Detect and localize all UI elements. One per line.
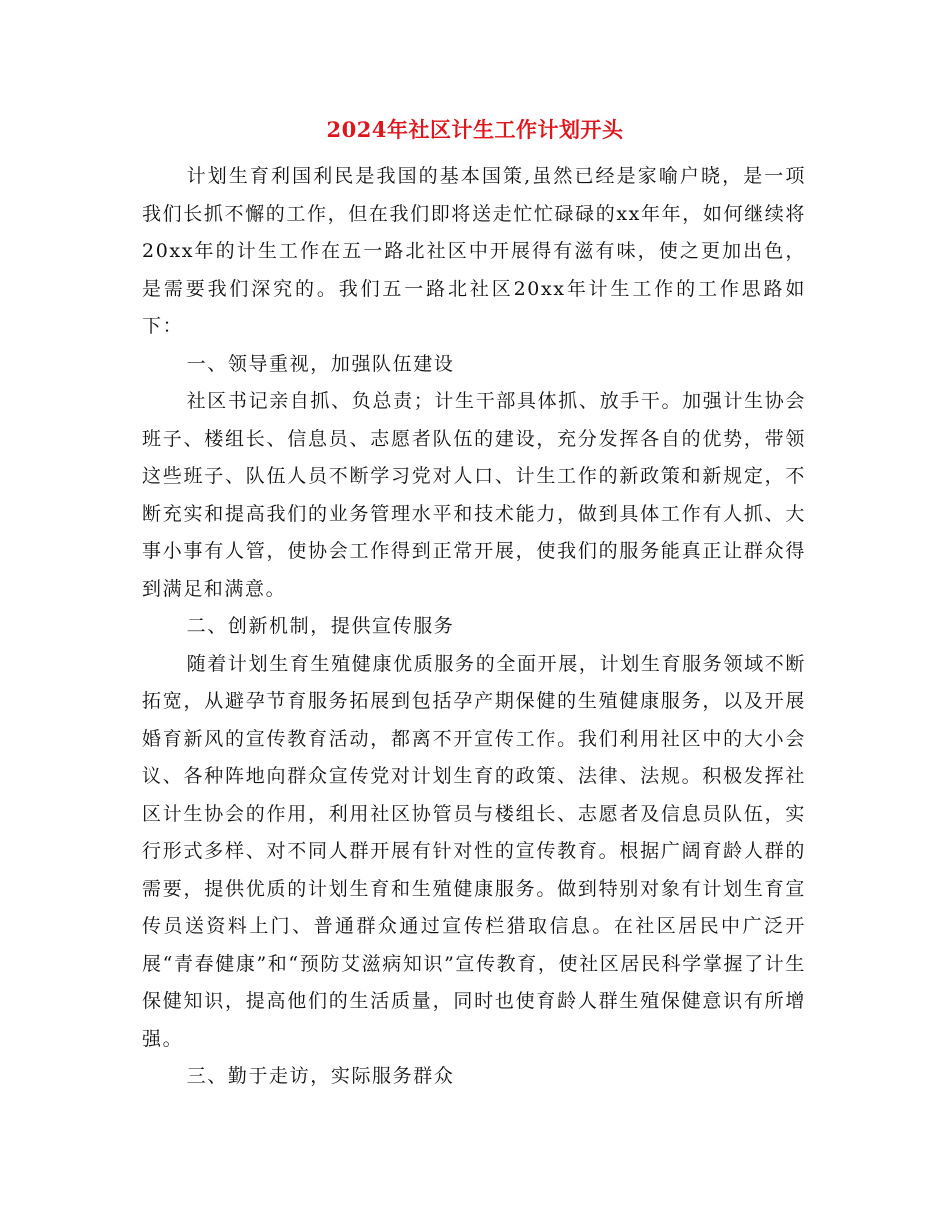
paragraph-section-1: 社区书记亲自抓、负总责；计生干部具体抓、放手干。加强计生协会班子、楼组长、信息员、志愿者队伍的建设，充分发挥各自的优势，带领这些班子、队伍人员不断学习党对人口、计生工作的新政策和新规定，不断充实和提高我们的业务管理水平和技术能力，做到具体工作有人抓、大事小事有人管，使协会工作得到正常开展，使我们的服务能真正让群众得到满足和满意。: [142, 390, 806, 600]
paragraph-intro: 计划生育利国利民是我国的基本国策,虽然已经是家喻户晓，是一项我们长抓不懈的工作，但在我们即将送走忙忙碌碌的xx年年，如何继续将20xx年的计生工作在五一路北社区中开展得有滋有味，使之更加出色，是需要我们深究的。我们五一路北社区20xx年计生工作的工作思路如下：: [142, 165, 806, 337]
section-heading-1: 一、领导重视，加强队伍建设: [186, 352, 455, 375]
section-heading-2: 二、创新机制，提供宣传服务: [186, 615, 455, 637]
document-title: 2024年社区计生工作计划开头: [326, 117, 624, 142]
paragraph-section-2: 随着计划生育生殖健康优质服务的全面开展，计划生育服务领域不断拓宽，从避孕节育服务拓展到包括孕产期保健的生殖健康服务，以及开展婚育新风的宣传教育活动，都离不开宣传工作。我们利用社区中的大小会议、各种阵地向群众宣传党对计划生育的政策、法律、法规。积极发挥社区计生协会的作用，利用社区协管员与楼组长、志愿者及信息员队伍，实行形式多样、对不同人群开展有针对性的宣传教育。根据广阔育龄人群的需要，提供优质的计划生育和生殖健康服务。做到特别对象有计划生育宣传员送资料上门、普通群众通过宣传栏猎取信息。在社区居民中广泛开展“青春健康”和“预防艾滋病知识”宣传教育，使社区居民科学掌握了计生保健知识，提高他们的生活质量，同时也使育龄人群生殖保健意识有所增强。: [142, 652, 806, 1050]
document-body: [142, 158, 806, 1096]
section-heading-3: 三、勤于走访，实际服务群众: [186, 1065, 455, 1087]
